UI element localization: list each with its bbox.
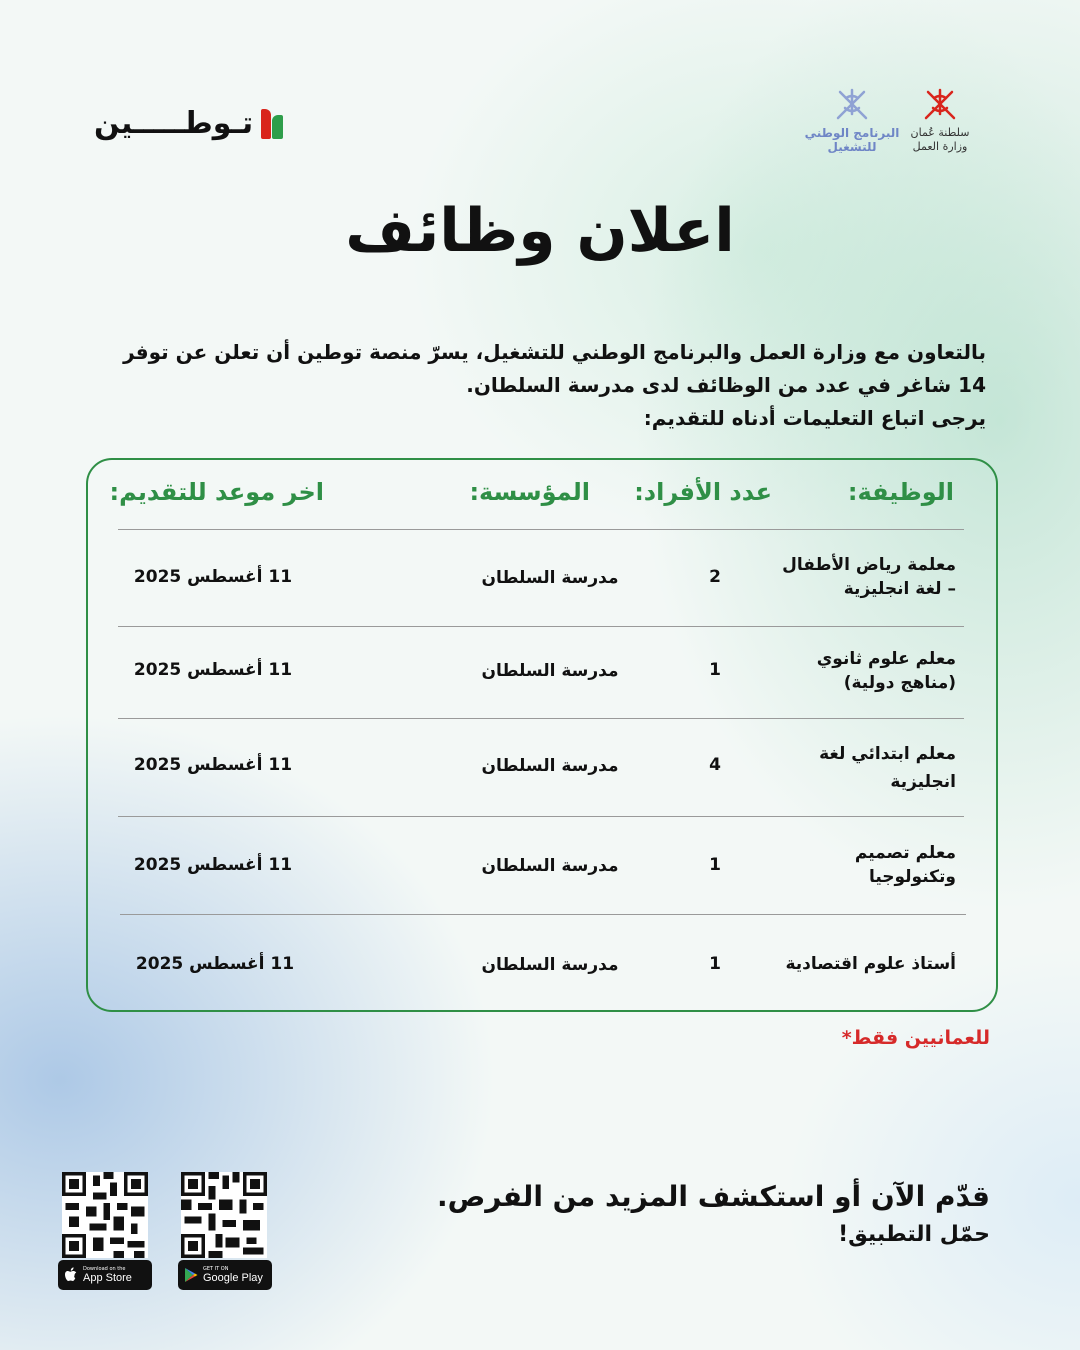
- eligibility-note: للعمانيين فقط*: [841, 1027, 990, 1049]
- emblem-icon: [832, 84, 872, 124]
- brand-logo: [94, 106, 283, 141]
- qr-code-icon[interactable]: [181, 1172, 267, 1258]
- job-count: 1: [709, 954, 721, 974]
- job-deadline: 11 أغسطس 2025: [133, 567, 293, 587]
- intro-text: [120, 336, 986, 435]
- cta-headline: قدّم الآن أو استكشف المزيد من الفرص.: [436, 1180, 990, 1213]
- play-store-icon: [184, 1267, 198, 1283]
- job-org: مدرسة السلطان: [481, 661, 619, 681]
- ministry-name: سلطنة عُمان وزارة العمل: [910, 126, 970, 153]
- program-name: البرنامج الوطني للتشغيل: [804, 126, 900, 154]
- brand-mark-icon: [261, 109, 283, 139]
- header-org: المؤسسة:: [469, 478, 590, 506]
- job-org: مدرسة السلطان: [481, 756, 619, 776]
- job-deadline: 11 أغسطس 2025: [133, 755, 293, 775]
- header-deadline: اخر موعد للتقديم:: [109, 478, 324, 506]
- divider: [118, 626, 964, 627]
- page-title: اعلان وظائف: [345, 196, 735, 266]
- job-count: 2: [709, 567, 721, 587]
- job-count: 1: [709, 660, 721, 680]
- job-title: معلم تصميم وتكنولوجيا: [854, 843, 956, 887]
- job-count: 4: [709, 755, 721, 775]
- qr-code-icon[interactable]: [62, 1172, 148, 1258]
- jobs-table: [86, 458, 998, 1012]
- emblem-icon: [920, 84, 960, 124]
- intro-line: 14 شاغر في عدد من الوظائف لدى مدرسة السلطان.: [466, 373, 986, 397]
- cta-subline: حمّل التطبيق!: [838, 1222, 990, 1247]
- job-deadline: 11 أغسطس 2025: [133, 855, 293, 875]
- ministry-logo: [908, 84, 972, 154]
- job-title: معلم علوم ثانوي (مناهج دولية): [816, 649, 956, 693]
- job-title: معلمة رياض الأطفال – لغة انجليزية: [782, 555, 956, 599]
- job-title: أستاذ علوم اقتصادية: [785, 954, 956, 974]
- divider: [118, 529, 964, 530]
- job-deadline: 11 أغسطس 2025: [133, 660, 293, 680]
- brand-name: تـوطـــــين: [94, 106, 254, 141]
- apple-icon: [64, 1267, 78, 1283]
- google-play-button[interactable]: GET IT ON Google Play: [178, 1260, 272, 1290]
- job-org: مدرسة السلطان: [481, 955, 619, 975]
- job-org: مدرسة السلطان: [481, 568, 619, 588]
- header-count: عدد الأفراد:: [634, 478, 772, 506]
- program-logo: [802, 84, 902, 154]
- intro-line: بالتعاون مع وزارة العمل والبرنامج الوطني للتشغيل، يسرّ منصة توطين أن تعلن عن توفر: [123, 340, 986, 364]
- intro-line: يرجى اتباع التعليمات أدناه للتقديم:: [643, 406, 986, 430]
- divider: [118, 718, 964, 719]
- divider: [120, 914, 966, 915]
- job-org: مدرسة السلطان: [481, 856, 619, 876]
- job-deadline: 11 أغسطس 2025: [135, 954, 295, 974]
- job-title: معلم ابتدائي لغة انجليزية: [819, 744, 956, 792]
- header-job: الوظيفة:: [847, 478, 954, 506]
- job-count: 1: [709, 855, 721, 875]
- divider: [118, 816, 964, 817]
- app-store-button[interactable]: Download on the App Store: [58, 1260, 152, 1290]
